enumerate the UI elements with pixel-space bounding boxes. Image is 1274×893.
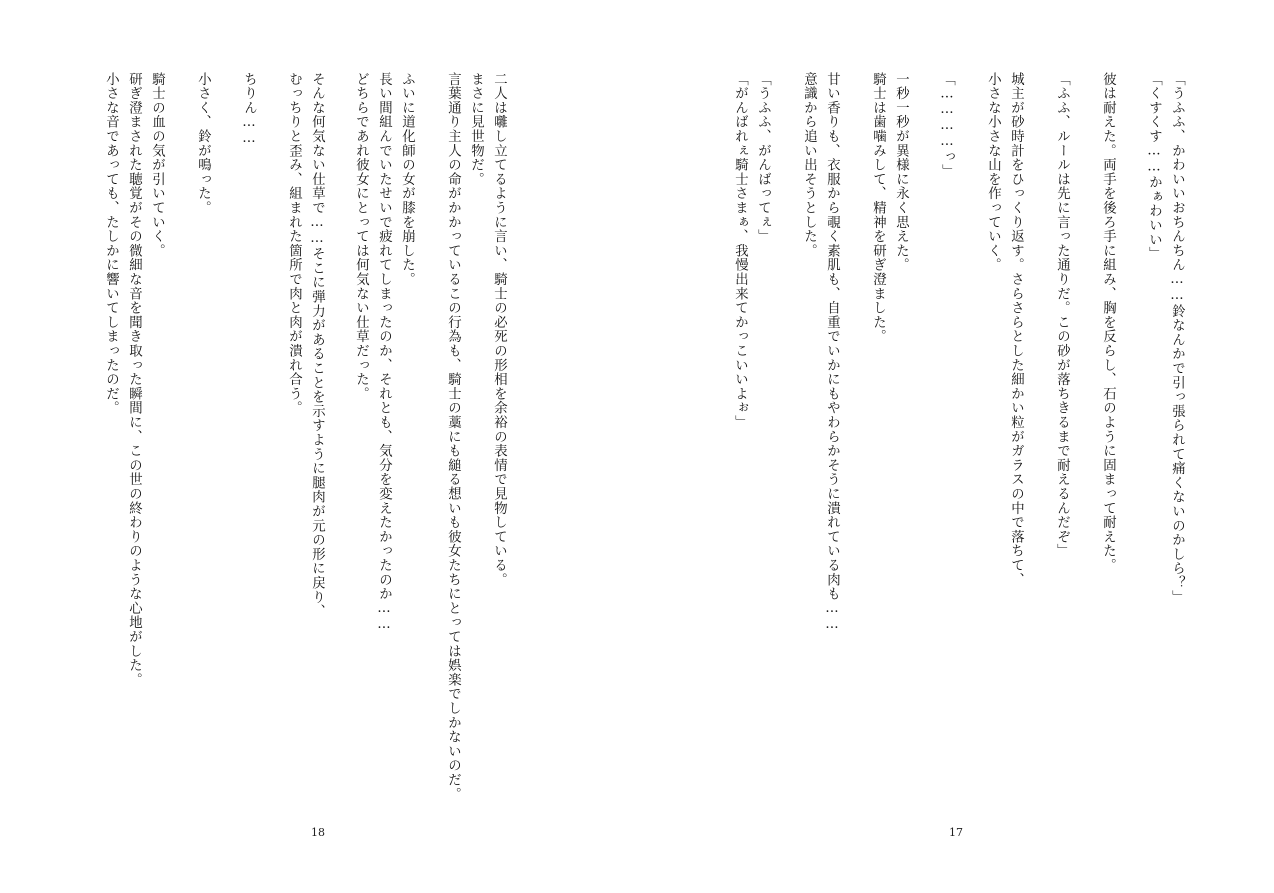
text-line: 一秒一秒が異様に永く思えた。 — [893, 72, 909, 273]
text-line: 研ぎ澄まされた聴覚がその微細な音を聞き取った瞬間に、この世の終わりのような心地がした。 — [126, 72, 142, 687]
right-page — [637, 0, 1274, 893]
text-line: 「ふふ、ルールは先に言った通りだ。この砂が落ちきるまで耐えるんだぞ」 — [1054, 72, 1070, 559]
text-line: 騎士の血の気が引いていく。 — [149, 72, 165, 258]
text-line: 「うふふ、かわいいおちんちん……鈴なんかで引っ張られて痛くないのかしら？」 — [1169, 72, 1185, 605]
text-line: 「くすくす……かぁわいい」 — [1146, 72, 1162, 262]
text-line: 城主が砂時計をひっくり返す。さらさらとした細かい粒がガラスの中で落ちて、 — [1008, 72, 1024, 587]
text-line: 甘い香りも、衣服から覗く素肌も、自重でいかにもやわらかそうに潰れている肉も…… — [824, 72, 840, 633]
text-line: まさに見世物だ。 — [468, 72, 484, 187]
text-line: 意識から追い出そうとした。 — [801, 72, 817, 258]
text-line: そんな何気ない仕草で……そこに弾力があることを示すように腿肉が元の形に戻り、 — [309, 72, 325, 619]
text-line: ふいに道化師の女が膝を崩した。 — [399, 72, 415, 287]
text-line: 騎士は歯噛みして、精神を研ぎ澄ました。 — [870, 72, 886, 344]
text-line: 小さな音であっても、たしかに響いてしまったのだ。 — [103, 72, 119, 416]
text-line: どちらであれ彼女にとっては何気ない仕草だった。 — [353, 72, 369, 401]
text-line: 小さな小さな山を作っていく。 — [985, 72, 1001, 273]
text-line: 小さく、鈴が鳴った。 — [195, 72, 211, 215]
text-line: 「がんばれぇ騎士さまぁ、我慢出来てかっこいいよぉ」 — [732, 72, 748, 430]
text-line: 「うふふ、がんばってぇ」 — [755, 72, 771, 244]
text-line: 言葉通り主人の命がかかっているこの行為も、騎士の藁にも縋る想いも彼女たちにとっては娯楽でしかないのだ。 — [445, 72, 461, 802]
text-line: 長い間組んでいたせいで疲れてしまったのか、それとも、気分を変えたかったのか…… — [376, 72, 392, 633]
page-number: 17 — [949, 826, 963, 839]
text-line: 「…………っ」 — [939, 72, 955, 179]
text-line: 二人は囃し立てるように言い、騎士の必死の形相を余裕の表情で見物している。 — [491, 72, 507, 587]
text-line: むっちりと歪み、組まれた箇所で肉と肉が潰れ合う。 — [286, 72, 302, 416]
page-number: 18 — [311, 826, 325, 839]
text-line: ちりん…… — [241, 72, 257, 147]
text-line: 彼は耐えた。両手を後ろ手に組み、胸を反らし、石のように固まって耐えた。 — [1100, 72, 1116, 573]
